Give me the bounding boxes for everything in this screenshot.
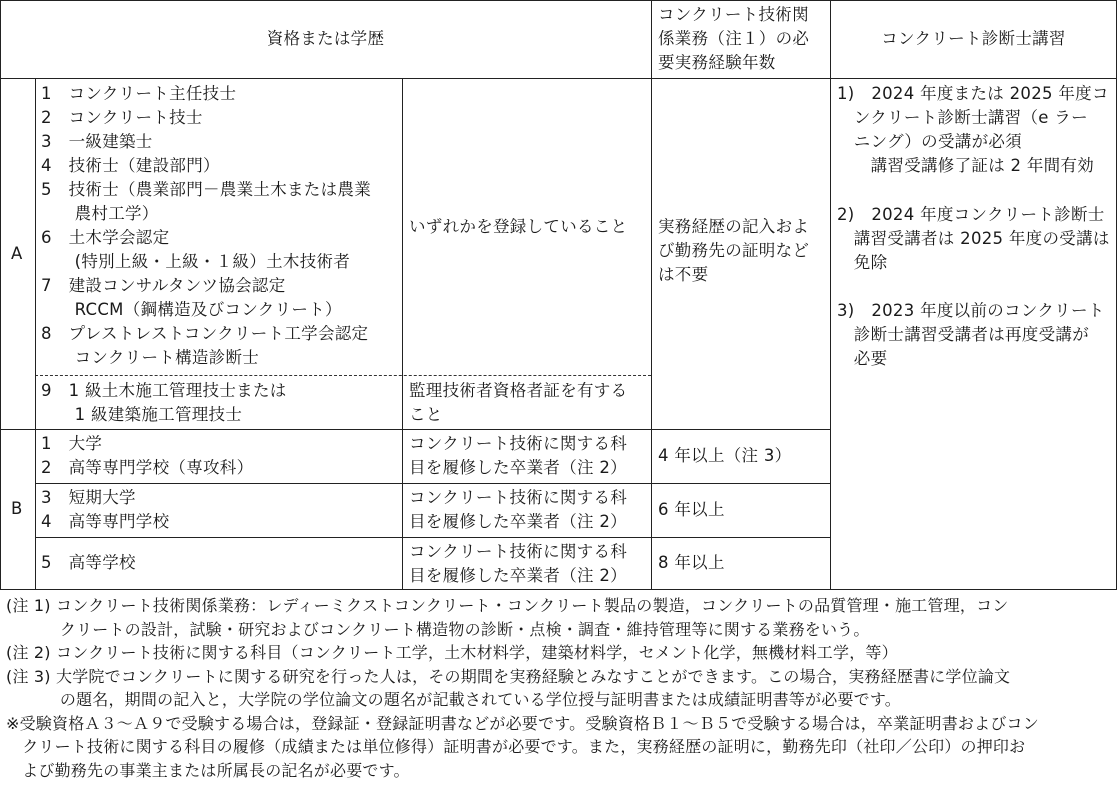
group-label-divider xyxy=(35,78,36,590)
group-b-row2-condition: コンクリート技術に関する科 目を履修した卒業者（注 2） xyxy=(409,488,628,531)
list-item: 4 技術士（建設部門） xyxy=(41,156,220,175)
list-item: 8 プレストレストコンクリート工学会認定 xyxy=(41,324,369,343)
group-b-row2-items: 3 短期大学 4 高等専門学校 xyxy=(41,488,170,531)
group-b-row3-items: 5 高等学校 xyxy=(41,553,136,572)
list-item: コンクリート構造診断士 xyxy=(41,348,260,367)
header-bottom-border xyxy=(0,78,1117,79)
table-left-border xyxy=(0,0,1,590)
course-divider xyxy=(830,0,831,590)
footnote-line: クリート技術に関する科目の履修（成績または単位修得）証明書が必要です。また，実務経歴の証明に，勤務先印（社印／公印）の押印お xyxy=(6,737,1026,756)
list-item: 農村工学） xyxy=(41,204,159,223)
list-item: RCCM（鋼構造及びコンクリート） xyxy=(41,300,342,319)
group-a-condition: いずれかを登録していること xyxy=(409,217,628,236)
footnote-line: (注 3) 大学院でコンクリートに関する研究を行った人は，その期間を実務経験とみなすことができます。この場合，実務経歴書に学位論文 xyxy=(6,666,1011,686)
footnote-line: (注 2) コンクリート技術に関する科目（コンクリート工学，土木材料学，建築材料学，セメント化学，無機材料工学，等） xyxy=(6,643,898,662)
list-item: 5 技術士（農業部門－農業土木または農業 xyxy=(41,180,371,199)
group-b-label: B xyxy=(11,499,23,518)
footnotes xyxy=(6,594,1039,782)
group-b-row3-years: 8 年以上 xyxy=(658,553,725,572)
header-qualification: 資格または学歴 xyxy=(266,29,385,48)
group-a-label: A xyxy=(11,244,23,263)
group-b-row3-condition: コンクリート技術に関する科 目を履修した卒業者（注 2） xyxy=(409,542,628,585)
group-a-items xyxy=(41,82,371,370)
group-b-row1-years: 4 年以上（注 3） xyxy=(658,446,792,465)
b-row2-bottom-border xyxy=(35,537,830,538)
table-bottom-border xyxy=(0,589,1117,590)
group-a-bottom-border xyxy=(0,429,830,430)
footnote-line: クリートの設計，試験・研究およびコンクリート構造物の診断・点検・調査・維持管理等に関する業務をいう。 xyxy=(6,619,870,639)
dashed-separator xyxy=(35,375,651,376)
group-b-row1-items: 1 大学 2 高等専門学校（専攻科） xyxy=(41,434,254,477)
course-note-2: 2) 2024 年度コンクリート診断士 講習受講者は 2025 年度の受講は 免除 xyxy=(837,205,1110,272)
group-a-experience: 実務経歴の記入およ び勤務先の証明など は不要 xyxy=(658,217,810,284)
experience-divider xyxy=(651,0,652,590)
list-item: 6 土木学会認定 xyxy=(41,228,170,247)
group-a-condition9: 監理技術者資格者証を有する こと xyxy=(409,381,628,424)
group-b-row2-years: 6 年以上 xyxy=(658,500,725,519)
footnote-line: の題名，期間の記入と，大学院の学位論文の題名が記載されている学位授与証明書または成績証明書等が必要です。 xyxy=(6,690,902,709)
group-b-row1-condition: コンクリート技術に関する科 目を履修した卒業者（注 2） xyxy=(409,434,628,477)
footnote-line: (注 1) コンクリート技術関係業務：レディーミクストコンクリート・コンクリート製品の製造，コンクリートの品質管理・施工管理，コン xyxy=(6,596,1009,615)
list-item: (特別上級・上級・１級）土木技術者 xyxy=(41,252,351,271)
condition-divider xyxy=(402,78,403,590)
course-note-1: 1) 2024 年度または 2025 年度コ ンクリート診断士講習（e ラー ニング）の受講が必須 講習受講修了証は 2 年間有効 xyxy=(837,84,1109,175)
list-item: 2 コンクリート技士 xyxy=(41,108,203,127)
footnote-line: ※受験資格Ａ３～Ａ９で受験する場合は，登録証・登録証明書などが必要です。受験資格Ｂ１～Ｂ５で受験する場合は，卒業証明書およびコン xyxy=(6,713,1039,733)
list-item: 1 コンクリート主任技士 xyxy=(41,84,237,103)
course-note-3: 3) 2023 年度以前のコンクリート 診断士講習受講者は再度受講が 必要 xyxy=(837,301,1105,368)
footnote-line: よび勤務先の事業主または所属長の記名が必要です。 xyxy=(6,760,410,780)
b-row1-bottom-border xyxy=(35,483,830,484)
group-a-item9: 9 1 級土木施工管理技士または 1 級建築施工管理技士 xyxy=(41,381,287,424)
list-item: 3 一級建築士 xyxy=(41,132,153,151)
list-item: 7 建設コンサルタンツ協会認定 xyxy=(41,276,286,295)
table-top-border xyxy=(0,0,1117,1)
header-course: コンクリート診断士講習 xyxy=(881,29,1066,48)
header-experience: コンクリート技術関 係業務（注１）の必 要実務経験年数 xyxy=(658,5,810,72)
